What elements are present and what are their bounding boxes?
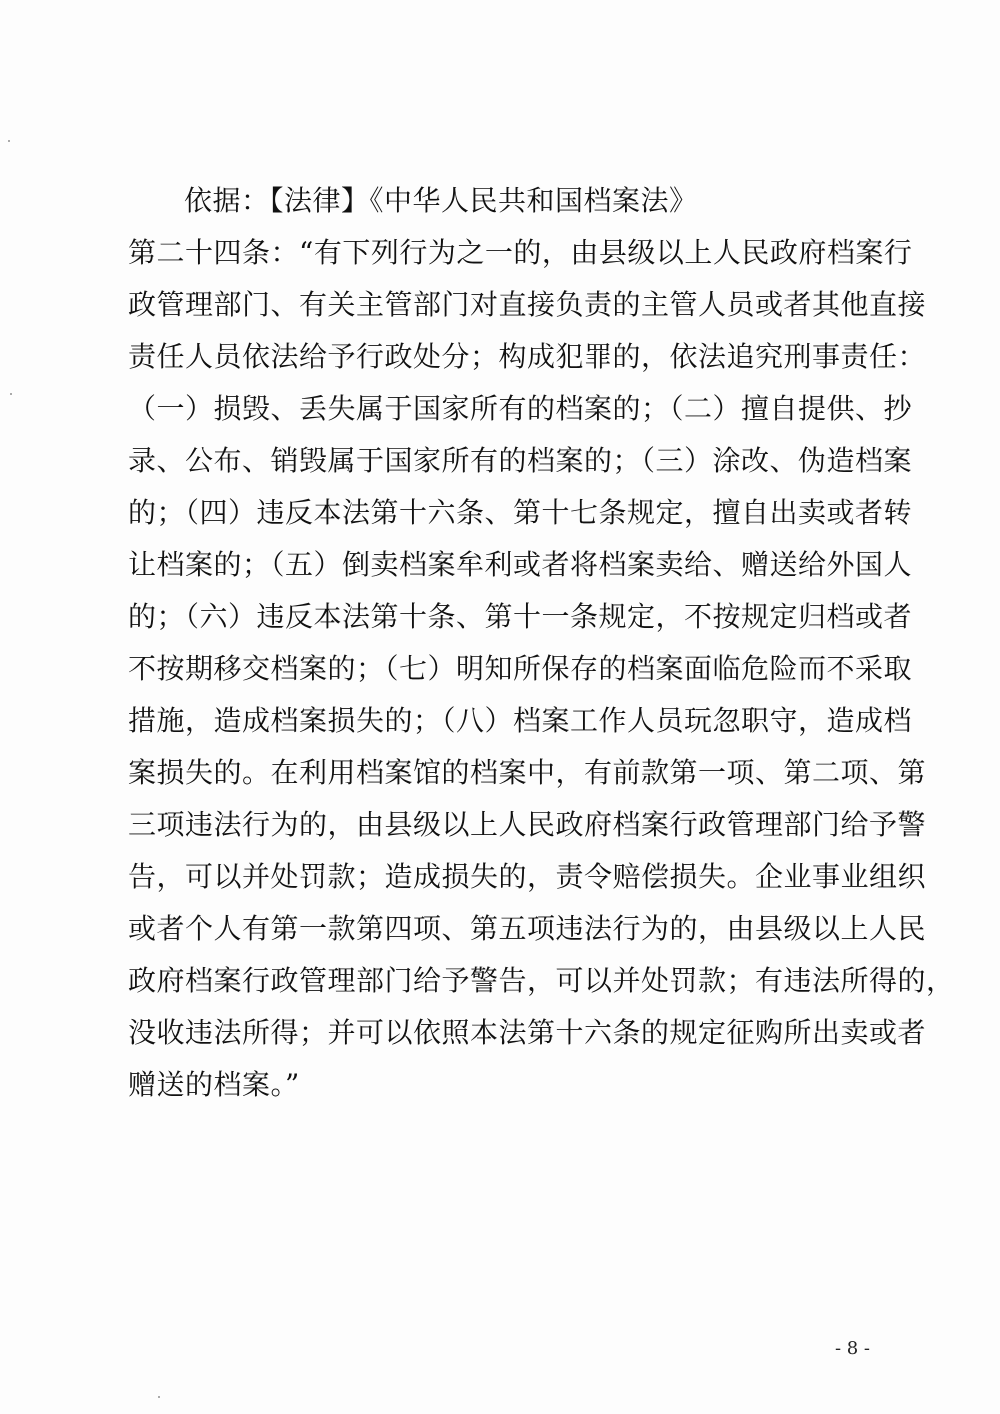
basis-heading: 依据：【法律】《中华人民共和国档案法》 bbox=[184, 184, 698, 217]
text-line: 三项违法行为的，由县级以上人民政府档案行政管理部门给予警 bbox=[128, 808, 927, 841]
text-line: 录、公布、销毁属于国家所有的档案的；（三）涂改、伪造档案 bbox=[128, 444, 913, 477]
scan-speck bbox=[158, 1396, 160, 1398]
text-line: （一）损毁、丢失属于国家所有的档案的；（二）擅自提供、抄 bbox=[128, 392, 913, 425]
text-line: 告，可以并处罚款；造成损失的，责令赔偿损失。企业事业组织 bbox=[128, 860, 927, 893]
page-number: - 8 - bbox=[834, 1338, 870, 1359]
scan-speck bbox=[10, 393, 12, 395]
text-line: 责任人员依法给予行政处分；构成犯罪的，依法追究刑事责任： bbox=[128, 340, 927, 373]
body-text bbox=[128, 175, 955, 1111]
text-line: 或者个人有第一款第四项、第五项违法行为的，由县级以上人民 bbox=[128, 912, 927, 945]
text-line: 案损失的。在利用档案馆的档案中，有前款第一项、第二项、第 bbox=[128, 756, 927, 789]
text-line: 不按期移交档案的；（七）明知所保存的档案面临危险而不采取 bbox=[128, 652, 913, 685]
text-line: 没收违法所得；并可以依照本法第十六条的规定征购所出卖或者 bbox=[128, 1016, 927, 1049]
scan-speck bbox=[8, 140, 10, 142]
text-line: 赠送的档案。” bbox=[128, 1068, 300, 1101]
text-line: 政管理部门、有关主管部门对直接负责的主管人员或者其他直接 bbox=[128, 288, 927, 321]
text-line: 让档案的；（五）倒卖档案牟利或者将档案卖给、赠送给外国人 bbox=[128, 548, 913, 581]
text-line: 的；（六）违反本法第十条、第十一条规定，不按规定归档或者 bbox=[128, 600, 913, 633]
text-line: 第二十四条：“有下列行为之一的，由县级以上人民政府档案行 bbox=[128, 236, 913, 269]
text-line: 措施，造成档案损失的；（八）档案工作人员玩忽职守，造成档 bbox=[128, 704, 913, 737]
text-line: 政府档案行政管理部门给予警告，可以并处罚款；有违法所得的， bbox=[128, 964, 955, 997]
text-line: 的；（四）违反本法第十六条、第十七条规定，擅自出卖或者转 bbox=[128, 496, 913, 529]
